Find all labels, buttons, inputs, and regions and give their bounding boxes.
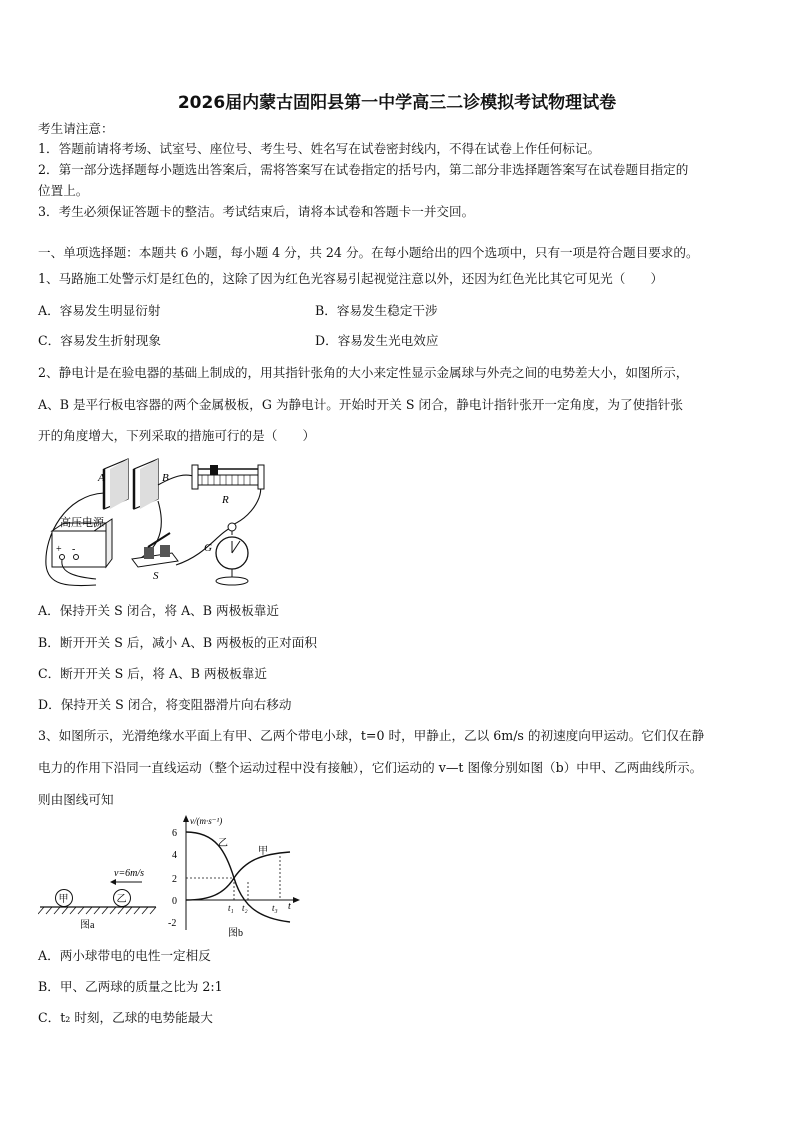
- y-tick-neg2: -2: [168, 918, 177, 929]
- q1-option-c: C．容易发生折射现象: [38, 333, 161, 348]
- label-s: S: [153, 570, 159, 582]
- notice-item-3: 3．考生必须保证答题卡的整洁。考试结束后，请将本试卷和答题卡一并交回。: [38, 204, 475, 219]
- q2-option-a: A．保持开关 S 闭合，将 A、B 两极板靠近: [38, 603, 279, 618]
- ball-jia-label: 甲: [58, 894, 69, 905]
- figure-b-vt-graph: [166, 812, 306, 940]
- label-g: G: [204, 542, 212, 554]
- y-axis-arrow-icon: [183, 815, 189, 822]
- y-tick-2: 2: [172, 874, 177, 885]
- switch-s: [132, 533, 178, 567]
- y-tick-0: 0: [172, 896, 177, 907]
- fig-b-caption: 图b: [228, 928, 243, 939]
- label-b: B: [162, 472, 169, 484]
- x-axis-label: t: [288, 901, 291, 912]
- q2-stem-line1: 2、静电计是在验电器的基础上制成的，用其指针张角的大小来定性显示金属球与外壳之间的电势差大小，如图所示，: [38, 365, 689, 380]
- q2-stem-line3: 开的角度增大，下列采取的措施可行的是（ ）: [38, 428, 316, 443]
- q1-option-a: A．容易发生明显衍射: [38, 303, 161, 318]
- ball-yi-label: 乙: [116, 894, 127, 905]
- label-power: 高压电源: [60, 517, 104, 529]
- q1-option-d: D．容易发生光电效应: [315, 333, 439, 348]
- q2-option-d: D．保持开关 S 闭合，将变阻器滑片向右移动: [38, 697, 292, 712]
- section-heading: 一、单项选择题：本题共 6 小题，每小题 4 分，共 24 分。在每小题给出的四个选项中，只有一项是符合题目要求的。: [38, 245, 699, 260]
- q2-stem-line2: A、B 是平行板电容器的两个金属极板，G 为静电计。开始时开关 S 闭合，静电计指针张开一定角度，为了使指针张: [38, 397, 683, 412]
- q1-stem: 1、马路施工处警示灯是红色的，这除了因为红色光容易引起视觉注意以外，还因为红色光比其它可见光（ ）: [38, 271, 664, 286]
- curve-jia: [186, 852, 290, 900]
- y-tick-6: 6: [172, 828, 177, 839]
- page-title: 2026届内蒙古固阳县第一中学高三二诊模拟考试物理试卷: [177, 93, 617, 113]
- plate-a: [104, 459, 128, 509]
- q3-stem-line2: 电力的作用下沿同一直线运动（整个运动过程中没有接触），它们运动的 v—t 图像分别如图（b）中甲、乙两曲线所示。: [38, 760, 703, 775]
- label-a: A: [98, 472, 105, 484]
- label-plus: +: [56, 544, 62, 555]
- figure-a-balls: [38, 858, 158, 930]
- label-minus: -: [72, 544, 76, 555]
- curve-yi-label: 乙: [218, 838, 228, 849]
- x-tick-t3: t₃: [272, 903, 278, 913]
- x-tick-t2: t₂: [242, 903, 248, 913]
- y-tick-4: 4: [172, 850, 177, 861]
- q2-option-c: C．断开开关 S 后，将 A、B 两极板靠近: [38, 666, 267, 681]
- x-tick-t1: t₁: [228, 903, 234, 913]
- q3-option-a: A．两小球带电的电性一定相反: [38, 948, 211, 963]
- velocity-label: v=6m/s: [114, 868, 145, 879]
- q3-stem-line1: 3、如图所示，光滑绝缘水平面上有甲、乙两个带电小球，t=0 时，甲静止，乙以 6m/s 的初速度向甲运动。它们仅在静: [38, 728, 705, 743]
- q3-option-b: B．甲、乙两球的质量之比为 2:1: [38, 979, 223, 994]
- arrow-left-icon: [110, 879, 116, 885]
- electrometer-g: [216, 523, 248, 585]
- curve-jia-label: 甲: [258, 846, 268, 857]
- q3-stem-line3: 则由图线可知: [38, 792, 114, 807]
- q2-option-b: B．断开开关 S 后，减小 A、B 两极板的正对面积: [38, 635, 317, 650]
- plate-b: [134, 459, 158, 509]
- notice-item-2-cont: 位置上。: [38, 183, 89, 198]
- label-r: R: [222, 494, 229, 506]
- notice-item-1: 1．答题前请将考场、试室号、座位号、考生号、姓名写在试卷密封线内，不得在试卷上作任何标记。: [38, 141, 601, 156]
- q3-option-c: C．t₂ 时刻，乙球的电势能最大: [38, 1010, 213, 1025]
- electroscope-circuit-figure: [36, 455, 276, 590]
- notice-heading: 考生请注意：: [38, 121, 114, 136]
- x-axis-arrow-icon: [293, 897, 300, 903]
- notice-item-2: 2．第一部分选择题每小题选出答案后，需将答案写在试卷指定的括号内，第二部分非选择题答案写在试卷题目指定的: [38, 162, 689, 177]
- y-axis-label: v/(m·s⁻¹): [190, 816, 223, 826]
- fig-a-caption: 图a: [80, 920, 95, 930]
- q1-option-b: B．容易发生稳定干涉: [315, 303, 438, 318]
- rheostat: [192, 465, 264, 489]
